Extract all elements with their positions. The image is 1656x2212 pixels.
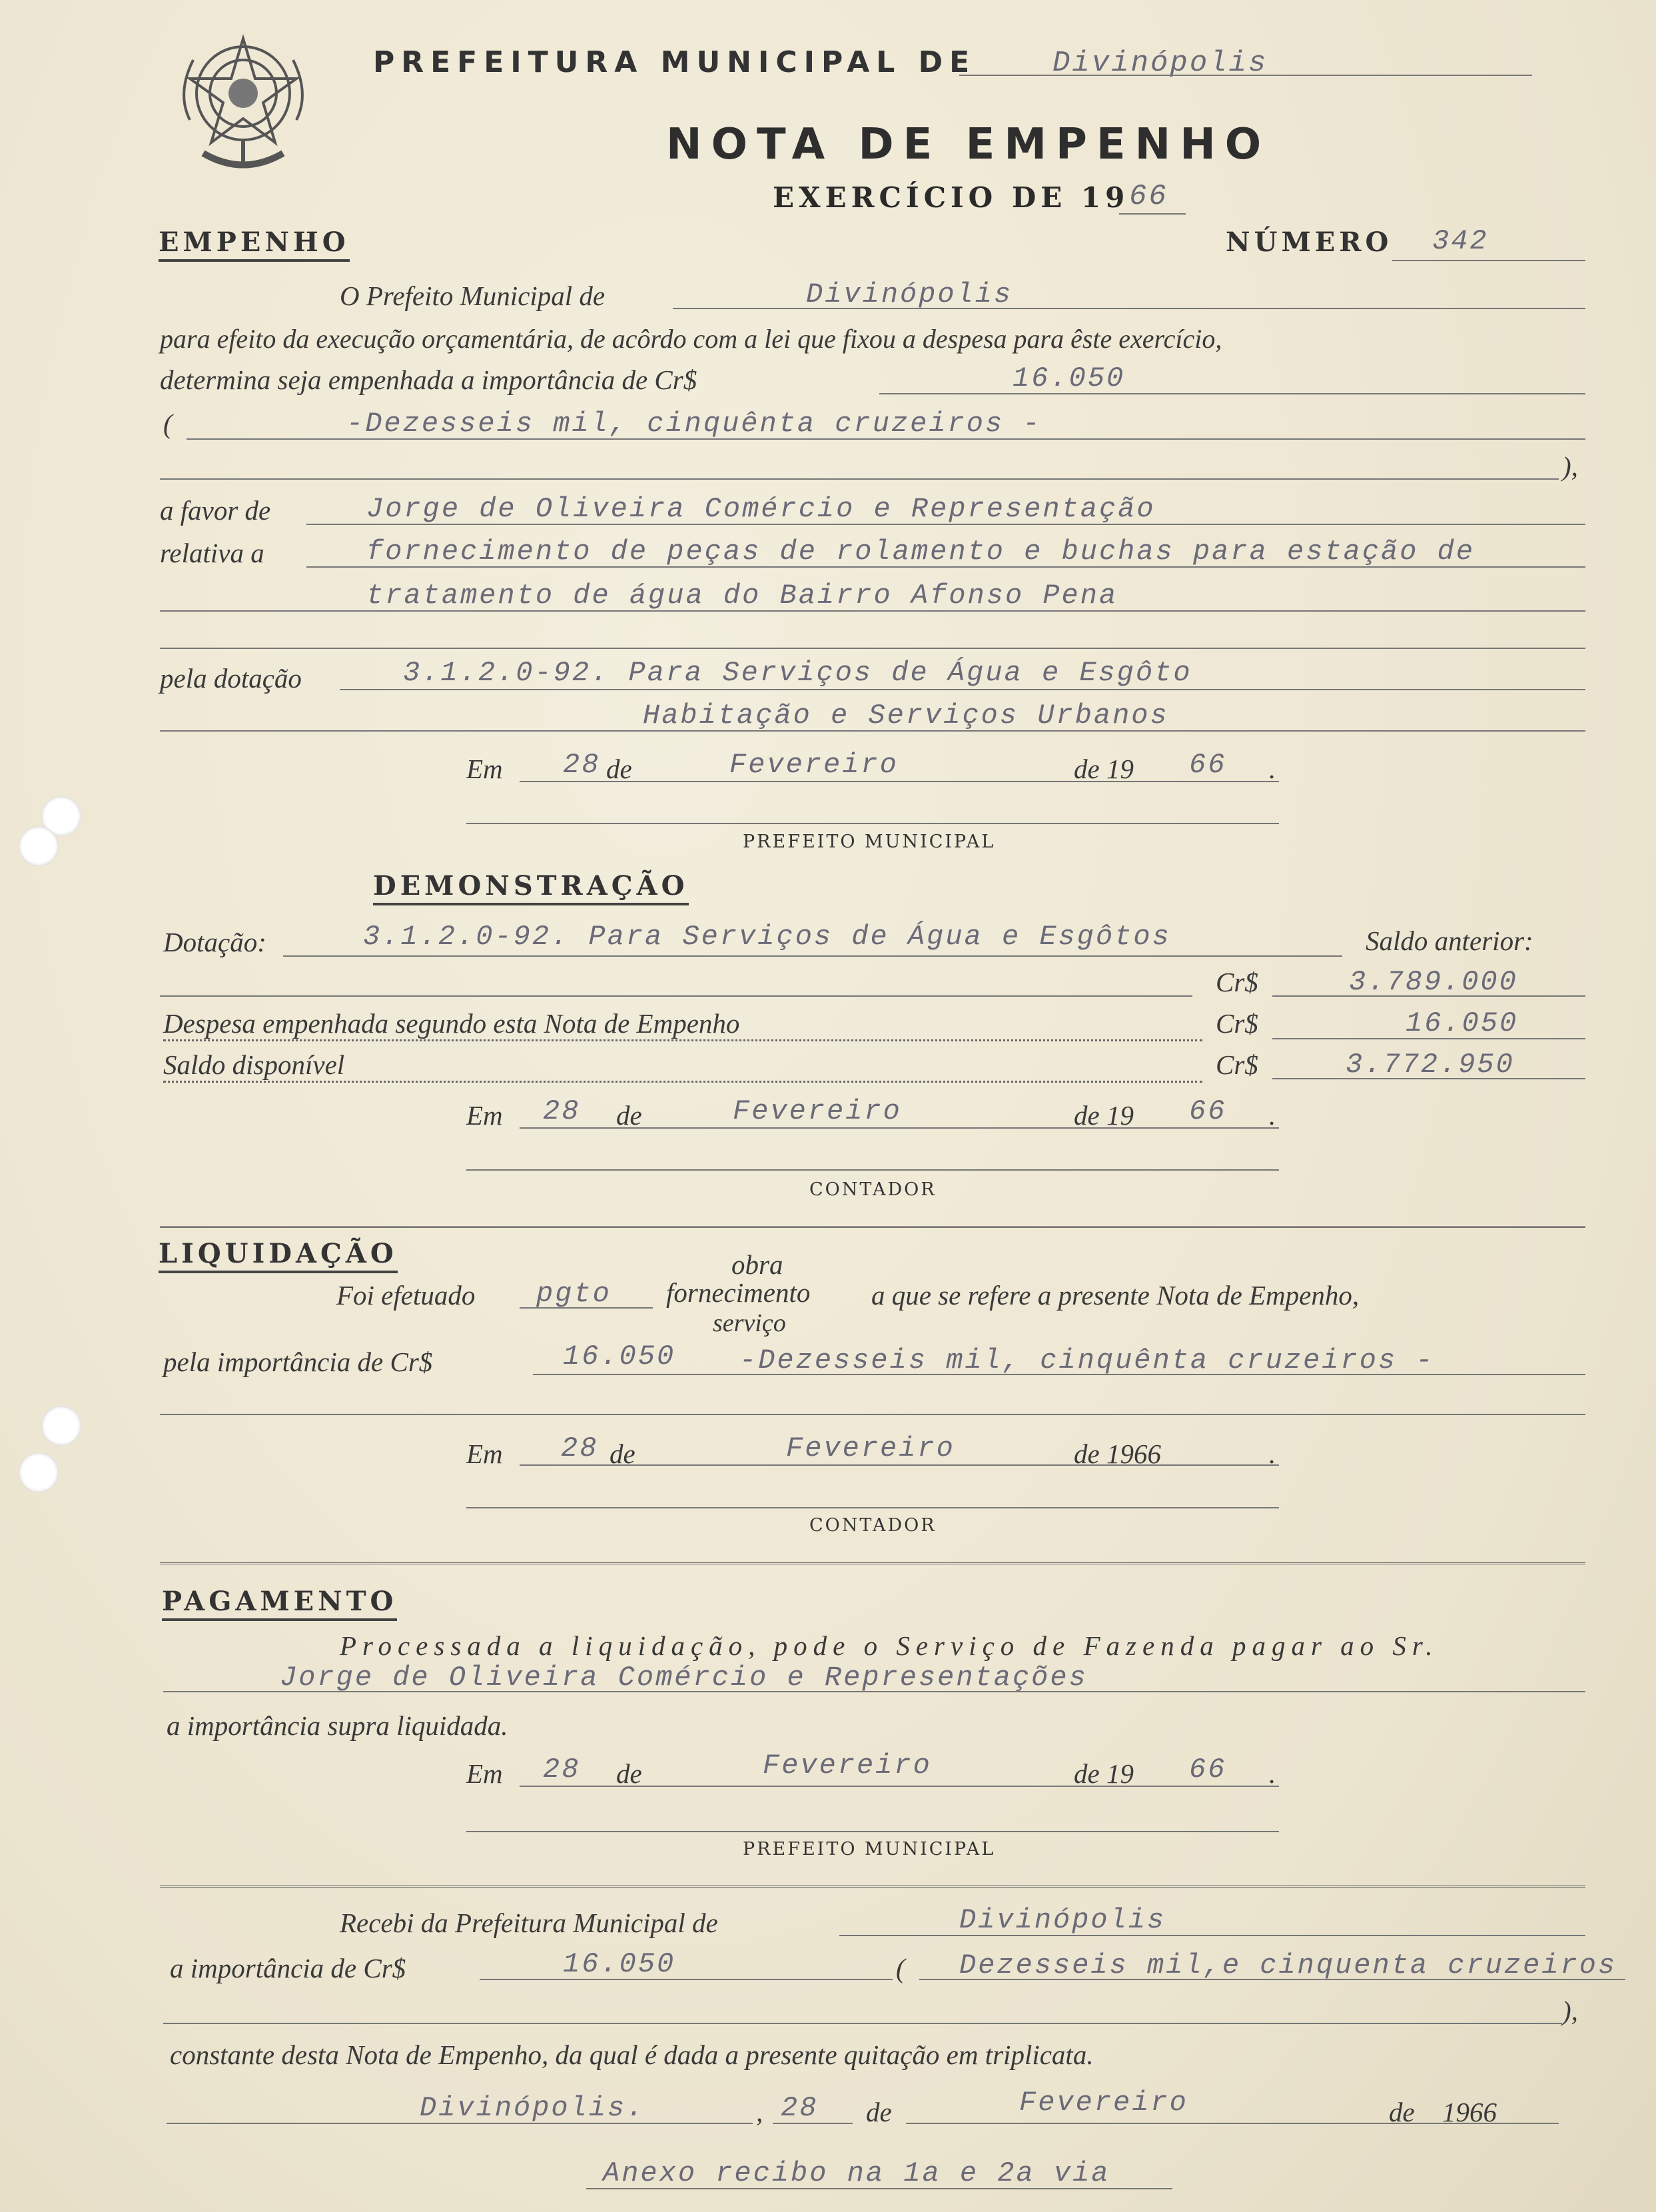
recibo-month: Fevereiro [1019, 2087, 1188, 2119]
recibo-close-paren: ), [1562, 1995, 1578, 2026]
empenho-date-em: Em [466, 754, 503, 784]
intro-text: para efeito da execução orçamentária, de acôrdo com a lei que fixou a despesa para êste exercício, [160, 324, 1222, 354]
saldo-disp-label: Saldo disponível [163, 1049, 1202, 1083]
demo-dotacao-label: Dotação: [163, 927, 266, 957]
recibo-comma: , [756, 2097, 763, 2127]
pag-date-em: Em [466, 1758, 503, 1789]
relativa-line1: fornecimento de peças de rolamento e buchas para estação de [366, 536, 1475, 568]
empenho-amount: 16.050 [1013, 362, 1126, 394]
recibo-amount: 16.050 [563, 1948, 676, 1980]
recibo-place: Divinópolis. [420, 2092, 645, 2124]
recibo-note: Anexo recibo na 1a e 2a via [603, 2157, 1110, 2189]
recibo-year: 1966 [1442, 2097, 1497, 2127]
favor-value: Jorge de Oliveira Comércio e Representação [366, 493, 1156, 525]
demo-dotacao-value: 3.1.2.0-92. Para Serviços de Água e Esgôtos [363, 921, 1171, 953]
recebi-city: Divinópolis [959, 1904, 1166, 1936]
contador-signature-label-1: CONTADOR [809, 1179, 937, 1200]
open-paren: ( [163, 408, 173, 439]
importancia-supra-text: a importância supra liquidada. [167, 1710, 508, 1741]
saldo-anterior-value: 3.789.000 [1349, 966, 1518, 998]
liq-date-de: de [610, 1438, 635, 1469]
numero-label: NÚMERO [1226, 227, 1393, 258]
pag-date-day: 28 [543, 1754, 581, 1786]
demo-date-month: Fevereiro [733, 1095, 902, 1127]
obra-option: obra [731, 1249, 783, 1280]
currency-2: Cr$ [1216, 1008, 1258, 1039]
prefeito-label: O Prefeito Municipal de [340, 280, 606, 311]
pagamento-section-label: PAGAMENTO [162, 1586, 397, 1621]
exercise-year: 66 [1129, 180, 1168, 213]
liquidacao-section-label: LIQUIDAÇÃO [159, 1238, 398, 1273]
processada-text: Processada a liquidação, pode o Serviço de Fazenda pagar ao Sr. [340, 1630, 1439, 1661]
liq-date-month: Fevereiro [786, 1432, 955, 1464]
relativa-line2: tratamento de água do Bairro Afonso Pena [366, 580, 1118, 612]
exercise-label: EXERCÍCIO DE 19 [773, 181, 1130, 214]
empenho-section-label: EMPENHO [159, 227, 350, 262]
punch-hole-lower-2 [19, 1452, 59, 1492]
org-city: Divinópolis [1052, 47, 1268, 80]
relativa-label: relativa a [160, 538, 264, 568]
despesa-label: Despesa empenhada segundo esta Nota de Empenho [163, 1007, 1202, 1041]
recibo-amount-words: Dezesseis mil,e cinquenta cruzeiros [959, 1949, 1617, 1981]
empenho-amount-words: -Dezesseis mil, cinquênta cruzeiros - [346, 408, 1042, 440]
servico-option: serviço [713, 1309, 786, 1337]
favor-label: a favor de [160, 495, 271, 526]
punch-hole-lower [41, 1406, 81, 1446]
despesa-value: 16.050 [1406, 1007, 1519, 1039]
recibo-de: de [866, 2097, 892, 2127]
demo-date-day: 28 [543, 1095, 581, 1127]
recibo-de-year-label: de [1389, 2097, 1415, 2127]
punch-hole-upper-2 [19, 826, 59, 866]
prefeito-signature-label: PREFEITO MUNICIPAL [743, 831, 996, 852]
empenho-date-year: 66 [1189, 749, 1227, 781]
liq-date-em: Em [466, 1438, 503, 1469]
saldo-anterior-label: Saldo anterior: [1366, 925, 1533, 956]
demonstracao-section-label: DEMONSTRAÇÃO [373, 870, 689, 905]
empenho-date-dot: . [1269, 754, 1276, 784]
doc-title: NOTA DE EMPENHO [666, 120, 1271, 169]
currency-3: Cr$ [1216, 1049, 1258, 1080]
prefeito-city: Divinópolis [806, 278, 1013, 310]
liq-amount-words: -Dezesseis mil, cinquênta cruzeiros - [739, 1345, 1435, 1377]
pag-date-month: Fevereiro [763, 1750, 932, 1782]
pag-date-dot: . [1269, 1758, 1276, 1789]
demo-date-de: de [616, 1100, 642, 1131]
determina-label: determina seja empenhada a importância de Cr$ [160, 364, 697, 395]
liq-date-day: 28 [561, 1432, 599, 1464]
coat-of-arms-seal [163, 20, 323, 180]
recibo-open-paren: ( [896, 1953, 905, 1983]
liq-importancia-label: pela importância de Cr$ [163, 1347, 433, 1377]
liq-amount: 16.050 [563, 1341, 676, 1373]
recibo-day: 28 [781, 2092, 819, 2124]
org-label: PREFEITURA MUNICIPAL DE [373, 45, 977, 79]
empenho-date-de19: de 19 [1074, 754, 1134, 784]
saldo-disp-value: 3.772.950 [1346, 1049, 1515, 1081]
numero-value: 342 [1432, 225, 1489, 257]
prefeito-signature-label-2: PREFEITO MUNICIPAL [743, 1839, 996, 1860]
liq-date-de-year: de 1966 [1074, 1438, 1161, 1469]
currency-1: Cr$ [1216, 967, 1258, 997]
pag-date-de19: de 19 [1074, 1758, 1134, 1789]
foi-label: Foi efetuado [336, 1280, 476, 1311]
close-paren: ), [1562, 451, 1578, 482]
dotacao-line2: Habitação e Serviços Urbanos [643, 700, 1169, 732]
fornecimento-option: fornecimento [666, 1277, 811, 1308]
recibo-importancia-label: a importância de Cr$ [170, 1953, 406, 1983]
demo-date-year: 66 [1189, 1095, 1227, 1127]
demo-date-de19: de 19 [1074, 1100, 1134, 1131]
dotacao-label: pela dotação [160, 663, 302, 694]
recebi-label: Recebi da Prefeitura Municipal de [340, 1908, 718, 1938]
pag-date-year: 66 [1189, 1754, 1227, 1786]
pag-date-de: de [616, 1758, 642, 1789]
liq-date-dot: . [1269, 1438, 1276, 1469]
contador-signature-label-2: CONTADOR [809, 1515, 937, 1536]
demo-date-dot: . [1269, 1100, 1276, 1131]
empenho-date-day: 28 [563, 749, 601, 781]
constante-text: constante desta Nota de Empenho, da qual é dada a presente quitação em triplicata. [170, 2039, 1094, 2070]
empenho-date-de: de [606, 754, 632, 784]
demo-date-em: Em [466, 1100, 503, 1131]
dotacao-line1: 3.1.2.0-92. Para Serviços de Água e Esgôto [403, 657, 1192, 689]
empenho-date-month: Fevereiro [729, 749, 899, 781]
payee: Jorge de Oliveira Comércio e Representações [280, 1662, 1088, 1694]
refere-text: a que se refere a presente Nota de Empenho, [871, 1280, 1360, 1311]
foi-value: pgto [536, 1278, 612, 1310]
